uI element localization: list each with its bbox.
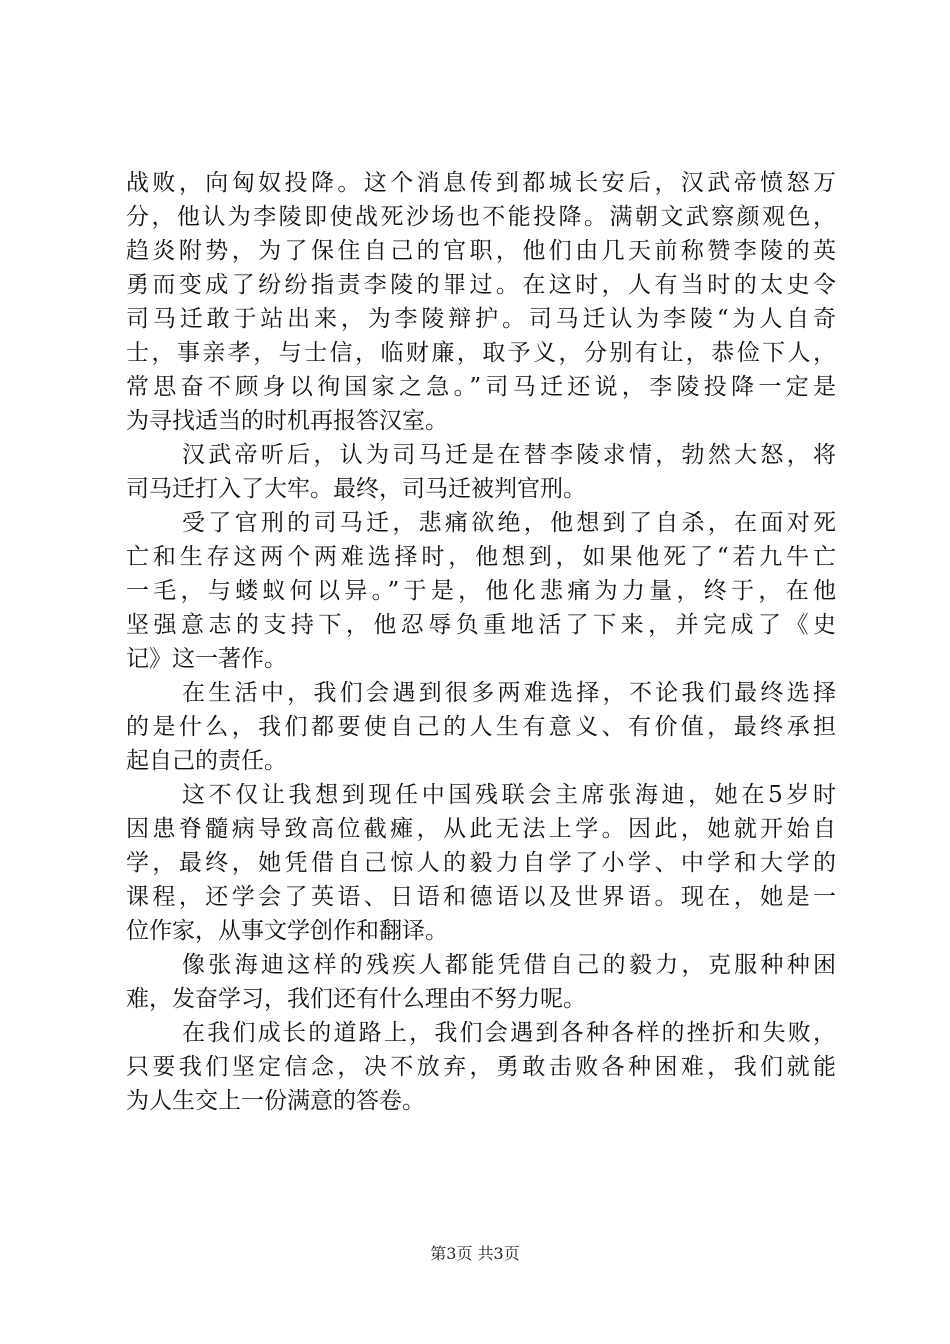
text-line: 司马迁打入了大牢。最终，司马迁被判官刑。: [126, 476, 586, 502]
text-line: 课程，还学会了英语、日语和德语以及世界语。现在，她是一: [126, 884, 836, 910]
text-line: 记》这一著作。: [126, 646, 287, 672]
paragraph-first-line: 像张海迪这样的残疾人都能凭借自己的毅力，克服种种困: [182, 952, 836, 978]
text-line: 为人生交上一份满意的答卷。: [126, 1088, 425, 1114]
text-line: 一毛，与蝼蚁何以异。”于是，他化悲痛为力量，终于，在他: [126, 578, 836, 604]
text-line: 为寻找适当的时机再报答汉室。: [126, 408, 448, 434]
text-line: 难，发奋学习，我们还有什么理由不努力呢。: [126, 986, 586, 1012]
text-line: 司马迁敢于站出来，为李陵辩护。司马迁认为李陵“为人自奇: [126, 306, 836, 332]
body-text: [126, 166, 836, 1118]
text-line: 坚强意志的支持下，他忍辱负重地活了下来，并完成了《史: [126, 612, 836, 638]
text-line: 分，他认为李陵即使战死沙场也不能投降。满朝文武察颜观色，: [126, 204, 836, 230]
text-line: 亡和生存这两个两难选择时，他想到，如果他死了“若九牛亡: [126, 544, 836, 570]
text-line: 士，事亲孝，与士信，临财廉，取予义，分别有让，恭俭下人，: [126, 340, 836, 366]
text-line: 只要我们坚定信念，决不放弃，勇敢击败各种困难，我们就能: [126, 1054, 836, 1080]
paragraph-first-line: 在我们成长的道路上，我们会遇到各种各样的挫折和失败，: [182, 1020, 836, 1046]
page-number-footer: 第3页 共3页: [430, 1244, 520, 1263]
text-line: 因患脊髓病导致高位截瘫，从此无法上学。因此，她就开始自: [126, 816, 836, 842]
text-line: 起自己的责任。: [126, 748, 287, 774]
text-line: 的是什么，我们都要使自己的人生有意义、有价值，最终承担: [126, 714, 836, 740]
text-line: 趋炎附势，为了保住自己的官职，他们由几天前称赞李陵的英: [126, 238, 836, 264]
paragraph-first-line: 这不仅让我想到现任中国残联会主席张海迪，她在5岁时: [182, 782, 836, 808]
text-line: 战败，向匈奴投降。这个消息传到都城长安后，汉武帝愤怒万: [126, 170, 836, 196]
text-line: 常思奋不顾身以徇国家之急。”司马迁还说，李陵投降一定是: [126, 374, 836, 400]
text-line: 学，最终，她凭借自己惊人的毅力自学了小学、中学和大学的: [126, 850, 836, 876]
paragraph-first-line: 在生活中，我们会遇到很多两难选择，不论我们最终选择: [182, 680, 836, 706]
paragraph-first-line: 汉武帝听后，认为司马迁是在替李陵求情，勃然大怒，将: [182, 442, 836, 468]
text-line: 位作家，从事文学创作和翻译。: [126, 918, 448, 944]
paragraph-first-line: 受了官刑的司马迁，悲痛欲绝，他想到了自杀，在面对死: [182, 510, 836, 536]
text-line: 勇而变成了纷纷指责李陵的罪过。在这时，人有当时的太史令: [126, 272, 836, 298]
